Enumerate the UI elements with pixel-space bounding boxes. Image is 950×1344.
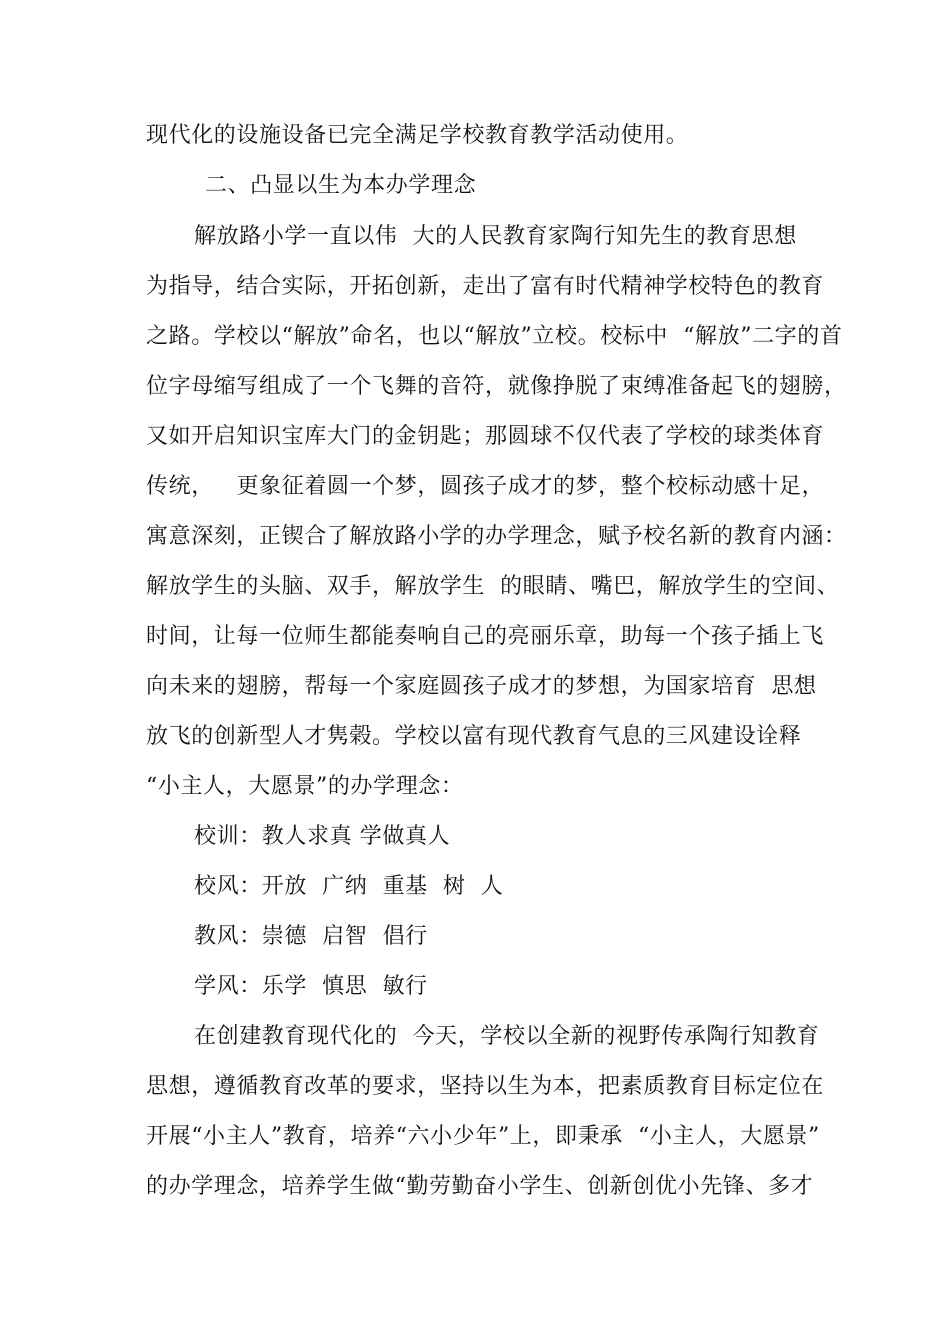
school-motto: 校训：教人求真 学做真人 [194,824,451,849]
text-line: 解放学生的头脑、双手，解放学生 的眼睛、嘴巴，解放学生的空间、 [146,574,840,599]
text-line: 思想，遵循教育改革的要求，坚持以生为本，把素质教育目标定位在 [146,1074,825,1099]
text-line: 放飞的创新型人才隽榖。学校以富有现代教育气息的三风建设诠释 [146,724,802,749]
text-line: 又如开启知识宝库大门的金钥匙；那圆球不仅代表了学校的球类体育 [146,424,825,449]
school-ethos: 校风：开放 广纳 重基 树 人 [194,874,504,899]
text-line: 现代化的设施设备已完全满足学校教育教学活动使用。 [146,123,689,148]
text-line: 时间，让每一位师生都能奏响自己的亮丽乐章，助每一个孩子插上飞 [146,624,825,649]
text-line: 之路。学校以“解放”命名，也以“解放”立校。校标中 “解放”二字的首 [146,324,843,349]
text-line: 位字母缩写组成了一个飞舞的音符，就像挣脱了束缚准备起飞的翅膀， [146,374,847,399]
text-line: 为指导，结合实际，开拓创新，走出了富有时代精神学校特色的教育 [146,274,825,299]
text-line: 的办学理念，培养学生做“勤劳勤奋小学生、创新创优小先锋、多才 [146,1174,814,1199]
text-line: “小主人，大愿景”的办学理念： [146,774,464,799]
paragraph-first-line: 解放路小学一直以伟 大的人民教育家陶行知先生的教育思想 [194,224,797,249]
teaching-style: 教风：崇德 启智 倡行 [194,924,428,949]
text-line: 向未来的翅膀，帮每一个家庭圆孩子成才的梦想，为国家培育 思想 [146,674,817,699]
learning-style: 学风：乐学 慎思 敏行 [194,974,428,999]
text-line: 传统， 更象征着圆一个梦，圆孩子成才的梦，整个校标动感十足， [146,474,825,499]
text-line: 开展“小主人”教育，培养“六小少年”上，即秉承 “小主人，大愿景” [146,1124,820,1149]
paragraph-first-line: 在创建教育现代化的 今天，学校以全新的视野传承陶行知教育 [194,1024,820,1049]
section-heading: 二、凸显以生为本办学理念 [205,173,477,198]
text-line: 寓意深刻，正锲合了解放路小学的办学理念，赋予校名新的教育内涵： [146,524,847,549]
